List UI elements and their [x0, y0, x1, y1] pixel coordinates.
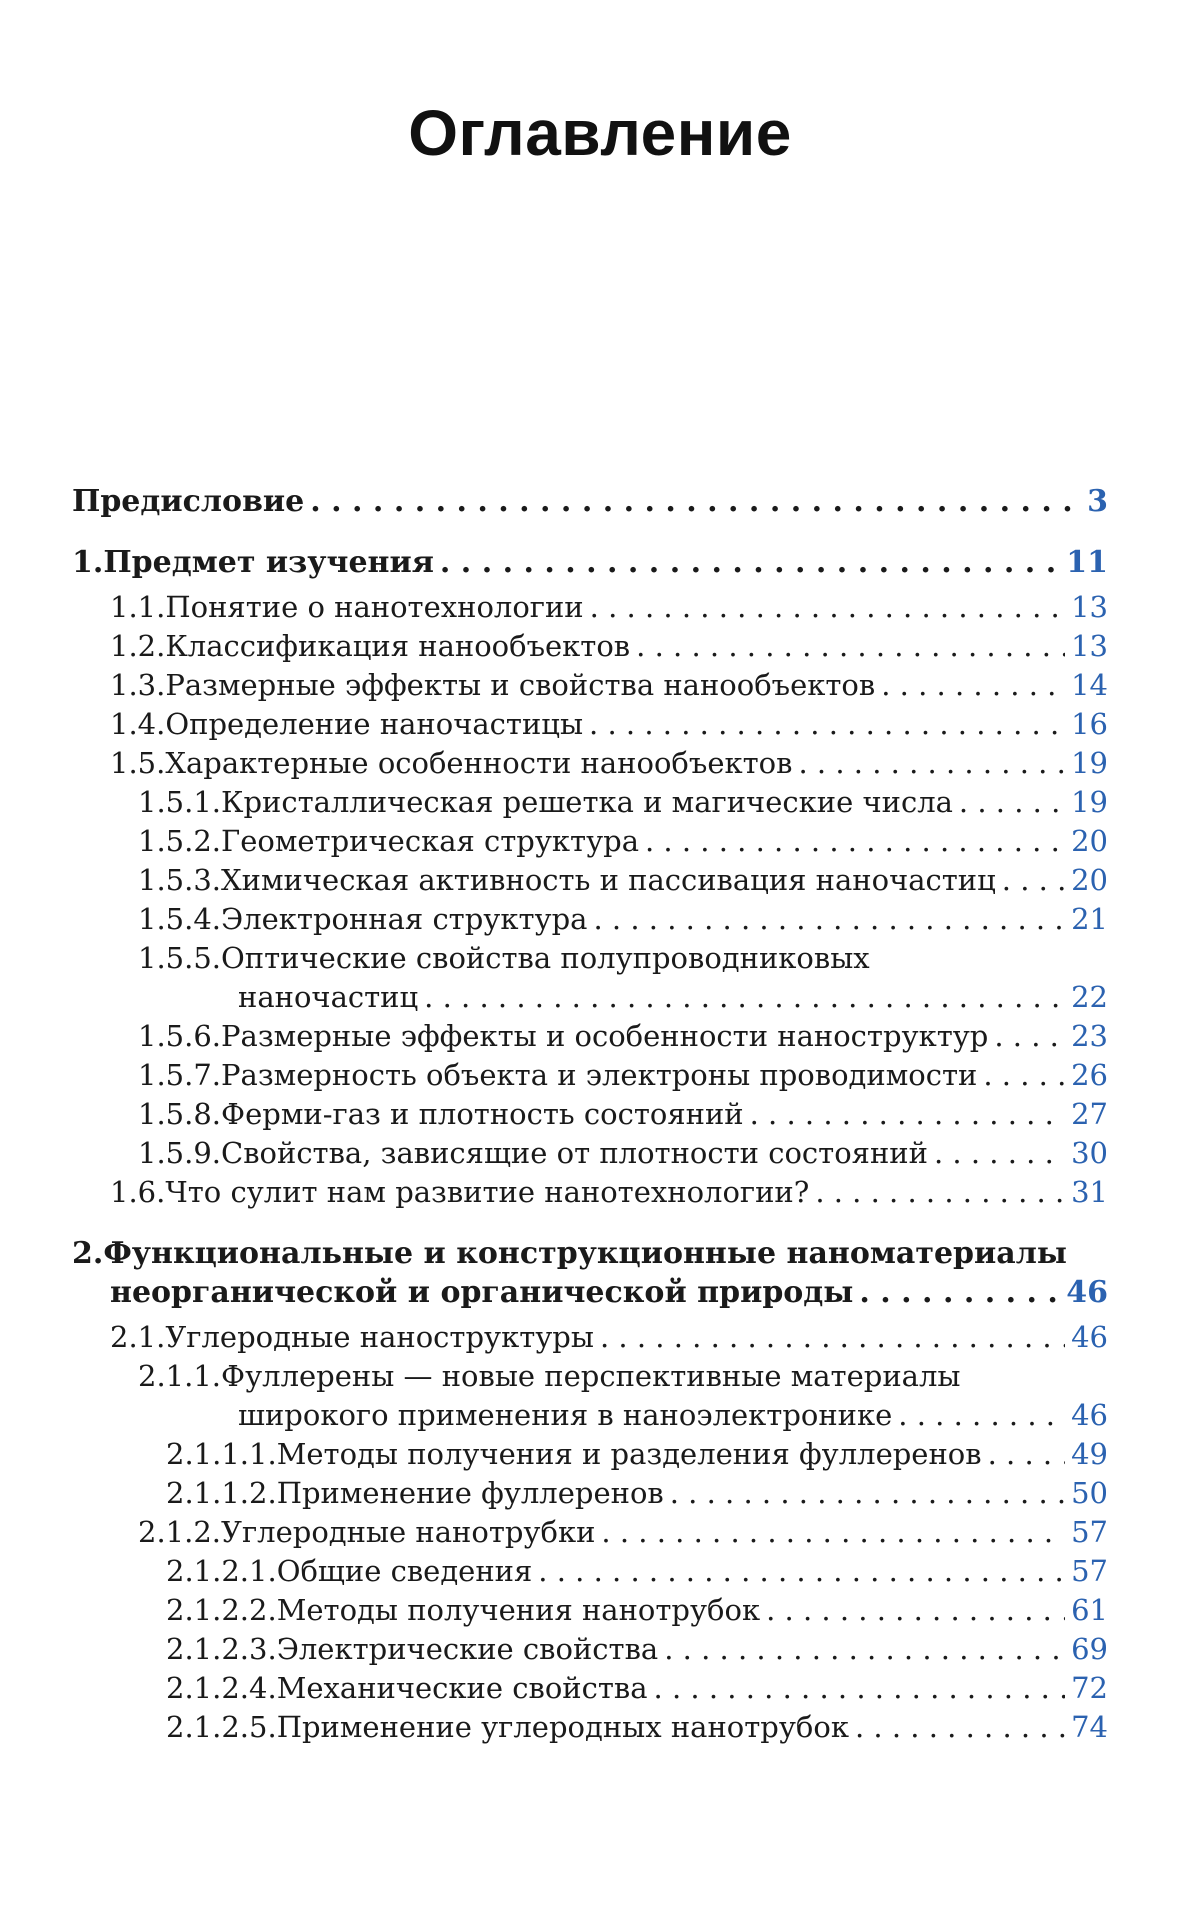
dot-leader — [881, 666, 1065, 705]
toc-entry-page-number[interactable]: 72 — [1071, 1671, 1108, 1705]
dot-leader — [994, 1017, 1065, 1056]
toc-entry[interactable] — [72, 627, 1108, 666]
toc-entry-number: 2.1.2.4. — [166, 1671, 277, 1705]
dot-leader — [310, 482, 1081, 521]
dot-leader — [424, 978, 1065, 1017]
toc-entry-title: Размерность объекта и электроны проводимости — [221, 1058, 978, 1092]
toc-entry-title: Понятие о нанотехнологии — [165, 590, 584, 624]
toc-entry[interactable] — [72, 1474, 1108, 1513]
toc-entry-page-number[interactable]: 22 — [1071, 980, 1108, 1014]
toc-entry-title: Что сулит нам развитие нанотехнологии? — [165, 1175, 810, 1209]
toc-entry-title: Классификация нанообъектов — [165, 629, 631, 663]
toc-entry-number: 1.5.7. — [138, 1058, 222, 1092]
toc-entry-title: Электронная структура — [221, 902, 588, 936]
toc-entry-title: Химическая активность и пассивация наночастиц — [221, 863, 996, 897]
toc-entry[interactable] — [72, 1513, 1108, 1552]
toc-entry-title-continuation: неорганической и органической природы — [110, 1275, 854, 1310]
toc-entry-title: Механические свойства — [276, 1671, 648, 1705]
toc-entry-title: Методы получения и разделения фуллеренов — [276, 1437, 982, 1471]
toc-entry-title: Характерные особенности нанообъектов — [165, 746, 793, 780]
table-of-contents — [72, 482, 1108, 1747]
toc-entry-number: 1. — [72, 545, 104, 580]
toc-entry-number: 2.1.2.1. — [166, 1554, 277, 1588]
toc-entry-number: 1.2. — [110, 629, 166, 663]
dot-leader — [636, 627, 1065, 666]
toc-entry-title: Геометрическая структура — [221, 824, 639, 858]
dot-leader — [898, 1396, 1065, 1435]
toc-entry[interactable] — [72, 822, 1108, 861]
toc-entry-number: 2.1.2.2. — [166, 1593, 277, 1627]
toc-entry[interactable] — [72, 1234, 1108, 1312]
toc-entry-page-number[interactable]: 46 — [1071, 1320, 1108, 1354]
toc-entry[interactable] — [72, 783, 1108, 822]
toc-entry-number: 1.5.9. — [138, 1136, 222, 1170]
toc-entry-page-number[interactable]: 74 — [1071, 1710, 1108, 1744]
toc-entry-page-number[interactable]: 57 — [1071, 1554, 1108, 1588]
toc-entry[interactable] — [72, 1357, 1108, 1435]
toc-entry-number: 2.1.1.2. — [166, 1476, 277, 1510]
toc-entry-page-number[interactable]: 46 — [1071, 1398, 1108, 1432]
toc-entry-number: 1.5.6. — [138, 1019, 222, 1053]
toc-entry-page-number[interactable]: 13 — [1071, 590, 1108, 624]
toc-entry[interactable] — [72, 1017, 1108, 1056]
dot-leader — [590, 588, 1065, 627]
toc-entry-title: Фуллерены — новые перспективные материалы — [221, 1359, 961, 1393]
toc-entry-title: Предмет изучения — [103, 545, 434, 580]
toc-entry[interactable] — [72, 1435, 1108, 1474]
toc-entry-page-number[interactable]: 31 — [1071, 1175, 1108, 1209]
toc-entry-number: 1.3. — [110, 668, 166, 702]
toc-entry[interactable] — [72, 543, 1108, 582]
toc-entry-title: Кристаллическая решетка и магические числа — [221, 785, 953, 819]
toc-entry-page-number[interactable]: 30 — [1071, 1136, 1108, 1170]
toc-entry-title: Определение наночастицы — [165, 707, 584, 741]
dot-leader — [815, 1173, 1065, 1212]
dot-leader — [645, 822, 1065, 861]
toc-entry-title: Функциональные и конструкционные наноматериалы — [103, 1236, 1067, 1271]
toc-entry-number: 1.1. — [110, 590, 166, 624]
toc-entry-number: 1.6. — [110, 1175, 166, 1209]
toc-entry-title: Свойства, зависящие от плотности состояний — [221, 1136, 928, 1170]
toc-entry[interactable] — [72, 900, 1108, 939]
toc-entry-page-number[interactable]: 11 — [1066, 545, 1108, 580]
toc-entry[interactable] — [72, 1056, 1108, 1095]
toc-entry-number: 1.5. — [110, 746, 166, 780]
toc-entry-number: 1.5.5. — [138, 941, 222, 975]
toc-entry-page-number[interactable]: 20 — [1071, 824, 1108, 858]
toc-entry[interactable] — [72, 1173, 1108, 1212]
dot-leader — [766, 1591, 1065, 1630]
toc-entry-page-number[interactable]: 23 — [1071, 1019, 1108, 1053]
toc-entry-number: 2. — [72, 1236, 104, 1271]
dot-leader — [934, 1134, 1065, 1173]
dot-leader — [859, 1273, 1060, 1312]
dot-leader — [601, 1513, 1065, 1552]
dot-leader — [440, 543, 1060, 582]
toc-entry-title: Размерные эффекты и особенности наноструктур — [221, 1019, 989, 1053]
toc-entry-page-number[interactable]: 14 — [1071, 668, 1108, 702]
toc-entry-title: Применение фуллеренов — [276, 1476, 664, 1510]
toc-entry-title: Электрические свойства — [276, 1632, 659, 1666]
toc-entry[interactable] — [72, 1669, 1108, 1708]
toc-entry-page-number[interactable]: 27 — [1071, 1097, 1108, 1131]
toc-entry[interactable] — [72, 1552, 1108, 1591]
toc-entry-number: 2.1. — [110, 1320, 166, 1354]
dot-leader — [1002, 861, 1065, 900]
toc-entry-number: 2.1.2. — [138, 1515, 222, 1549]
toc-entry-number: 2.1.2.3. — [166, 1632, 277, 1666]
toc-entry[interactable] — [72, 705, 1108, 744]
dot-leader — [593, 900, 1065, 939]
dot-leader — [798, 744, 1065, 783]
toc-entry-page-number[interactable]: 57 — [1071, 1515, 1108, 1549]
toc-entry-number: 1.5.2. — [138, 824, 222, 858]
toc-entry-number: 2.1.2.5. — [166, 1710, 277, 1744]
toc-entry[interactable] — [72, 744, 1108, 783]
dot-leader — [654, 1669, 1066, 1708]
toc-entry[interactable] — [72, 588, 1108, 627]
toc-entry-page-number[interactable]: 13 — [1071, 629, 1108, 663]
toc-entry-page-number[interactable]: 20 — [1071, 863, 1108, 897]
toc-entry-page-number[interactable]: 26 — [1071, 1058, 1108, 1092]
toc-entry-page-number[interactable]: 61 — [1071, 1593, 1108, 1627]
toc-entry-page-number[interactable]: 69 — [1071, 1632, 1108, 1666]
toc-entry-number: 1.5.4. — [138, 902, 222, 936]
toc-entry-title: Ферми-газ и плотность состояний — [221, 1097, 744, 1131]
toc-entry-page-number[interactable]: 19 — [1071, 785, 1108, 819]
toc-entry[interactable] — [72, 939, 1108, 1017]
page-title: Оглавление — [408, 97, 792, 169]
toc-entry-title: Предисловие — [72, 484, 305, 519]
toc-entry-page-number[interactable]: 21 — [1071, 902, 1108, 936]
toc-entry[interactable] — [72, 1708, 1108, 1747]
dot-leader — [855, 1708, 1065, 1747]
toc-entry-number: 1.5.1. — [138, 785, 222, 819]
dot-leader — [538, 1552, 1065, 1591]
toc-entry-title-continuation: наночастиц — [238, 980, 419, 1014]
dot-leader — [983, 1056, 1065, 1095]
toc-entry-title: Общие сведения — [276, 1554, 533, 1588]
toc-entry[interactable] — [72, 1630, 1108, 1669]
dot-leader — [959, 783, 1065, 822]
toc-entry-page-number[interactable]: 49 — [1071, 1437, 1108, 1471]
dot-leader — [600, 1318, 1065, 1357]
toc-entry-page-number[interactable]: 3 — [1087, 484, 1108, 519]
toc-entry[interactable] — [72, 666, 1108, 705]
toc-entry-number: 1.5.8. — [138, 1097, 222, 1131]
toc-entry-title-continuation: широкого применения в наноэлектронике — [238, 1398, 893, 1432]
dot-leader — [988, 1435, 1066, 1474]
toc-entry[interactable] — [72, 1134, 1108, 1173]
dot-leader — [750, 1095, 1065, 1134]
toc-entry[interactable] — [72, 1095, 1108, 1134]
toc-entry-number: 1.4. — [110, 707, 166, 741]
toc-entry-page-number[interactable]: 19 — [1071, 746, 1108, 780]
toc-entry-number: 2.1.1. — [138, 1359, 222, 1393]
toc-entry-page-number[interactable]: 46 — [1066, 1275, 1108, 1310]
toc-entry[interactable] — [72, 1591, 1108, 1630]
toc-entry-title: Углеродные наноструктуры — [165, 1320, 594, 1354]
toc-entry-number: 1.5.3. — [138, 863, 222, 897]
toc-entry-title: Методы получения нанотрубок — [276, 1593, 761, 1627]
toc-entry-title: Оптические свойства полупроводниковых — [221, 941, 870, 975]
toc-entry[interactable] — [72, 482, 1108, 521]
dot-leader — [589, 705, 1065, 744]
toc-entry-number: 2.1.1.1. — [166, 1437, 277, 1471]
toc-entry-title: Применение углеродных нанотрубок — [276, 1710, 849, 1744]
toc-entry-page-number[interactable]: 50 — [1071, 1476, 1108, 1510]
dot-leader — [670, 1474, 1065, 1513]
dot-leader — [664, 1630, 1065, 1669]
toc-entry[interactable] — [72, 1318, 1108, 1357]
toc-entry-title: Углеродные нанотрубки — [221, 1515, 596, 1549]
toc-entry[interactable] — [72, 861, 1108, 900]
toc-entry-page-number[interactable]: 16 — [1071, 707, 1108, 741]
toc-entry-title: Размерные эффекты и свойства нанообъектов — [165, 668, 876, 702]
